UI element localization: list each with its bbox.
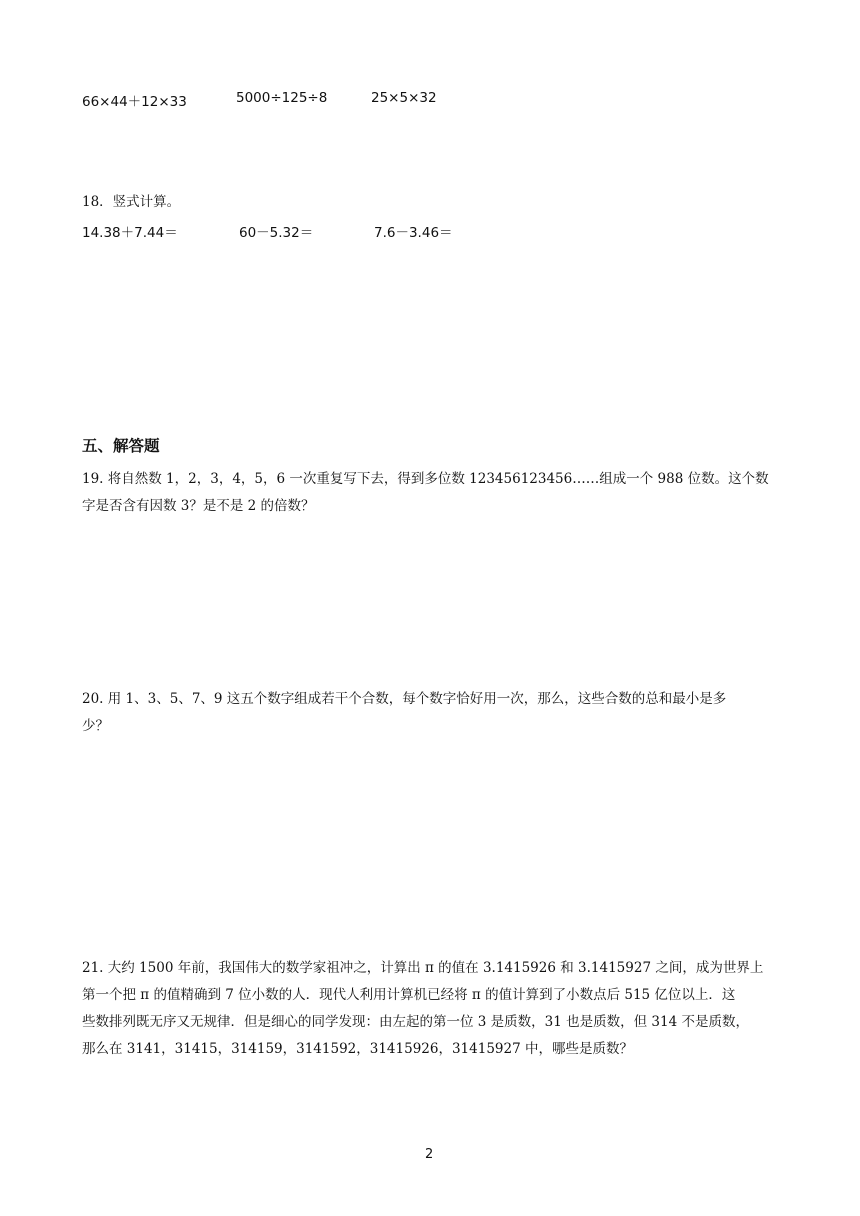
question-19-line: 字是否含有因数 3？是不是 2 的倍数？: [82, 498, 315, 514]
question-20: [82, 686, 782, 740]
q18-expression-1: 14.38＋7.44＝: [82, 225, 178, 241]
page-number: 2: [425, 1147, 434, 1162]
question-19-line: 19. 将自然数 1，2，3，4，5，6 一次重复写下去，得到多位数 123456123456……组成一个 988 位数。这个数: [82, 471, 769, 487]
question-21: [82, 955, 782, 1063]
section-heading: 五、解答题: [82, 436, 160, 455]
q17-expression-1: 66×44＋12×33: [82, 94, 187, 110]
question-20-line: 20. 用 1、3、5、7、9 这五个数字组成若干个合数，每个数字恰好用一次，那么，这些合数的总和最小是多: [82, 691, 727, 707]
q17-expression-3: 25×5×32: [371, 90, 437, 106]
q18-expression-2: 60－5.32＝: [239, 225, 314, 241]
question-20-line: 少？: [82, 718, 109, 734]
q17-expression-2: 5000÷125÷8: [236, 90, 328, 106]
question-21-line: 那么在 3141，31415，314159，3141592，31415926，31415927 中，哪些是质数？: [82, 1041, 633, 1057]
q18-title: 18．竖式计算。: [82, 194, 181, 210]
question-19: [82, 466, 782, 520]
q18-expression-3: 7.6－3.46＝: [374, 225, 453, 241]
question-21-line: 第一个把 π 的值精确到 7 位小数的人．现代人利用计算机已经将 π 的值计算到了小数点后 515 亿位以上．这: [82, 987, 736, 1003]
question-21-line: 些数排列既无序又无规律．但是细心的同学发现：由左起的第一位 3 是质数，31 也是质数，但 314 不是质数，: [82, 1014, 749, 1030]
question-21-line: 21. 大约 1500 年前，我国伟大的数学家祖冲之，计算出 π 的值在 3.1415926 和 3.1415927 之间，成为世界上: [82, 960, 764, 976]
